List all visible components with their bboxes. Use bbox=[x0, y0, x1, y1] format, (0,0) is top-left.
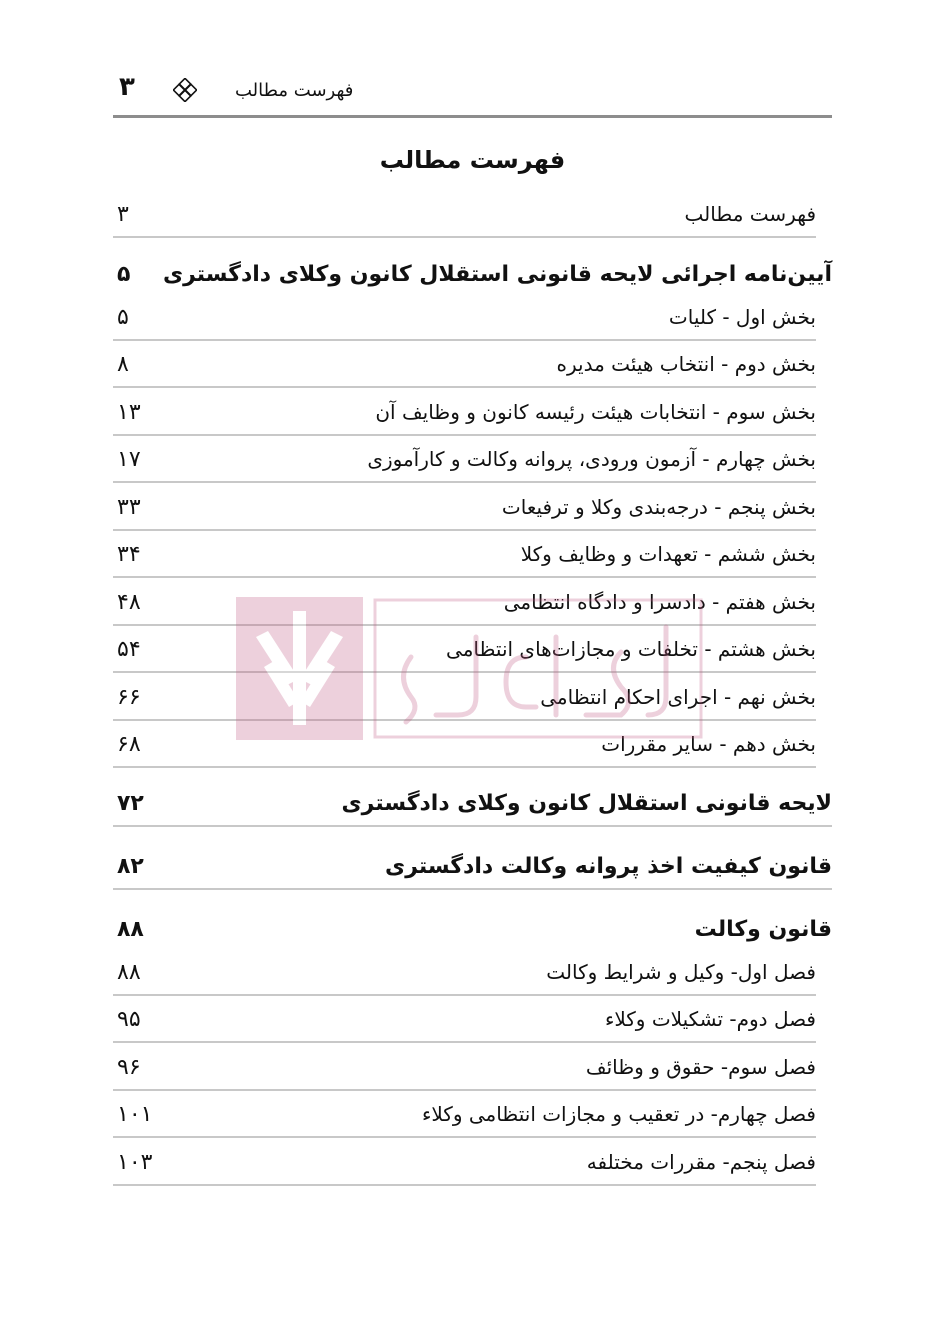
toc-entry-title: بخش ششم - تعهدات و وظایف وکلا bbox=[520, 542, 816, 566]
toc-entry[interactable] bbox=[113, 722, 816, 768]
toc-entry-page: ۳۳ bbox=[117, 494, 141, 520]
toc-entry[interactable] bbox=[113, 627, 816, 673]
toc-entry[interactable] bbox=[113, 1092, 816, 1138]
toc-entry-page: ۶۶ bbox=[117, 684, 141, 710]
toc-entry-page: ۵۴ bbox=[117, 636, 141, 662]
toc-entry-title: قانون کیفیت اخذ پروانه وکالت دادگستری bbox=[385, 853, 832, 879]
toc-entry-page: ۸ bbox=[117, 351, 129, 377]
header-page-number: ۳ bbox=[119, 72, 135, 102]
toc-entry[interactable] bbox=[113, 675, 816, 721]
toc-entry[interactable] bbox=[113, 485, 816, 531]
toc-entry-title: بخش دهم - سایر مقررات bbox=[601, 732, 816, 756]
toc-entry[interactable] bbox=[113, 950, 816, 996]
toc-entry[interactable] bbox=[113, 295, 816, 341]
toc-entry[interactable] bbox=[113, 390, 816, 436]
toc-entry[interactable] bbox=[113, 437, 816, 483]
toc-entry-page: ۸۲ bbox=[117, 853, 144, 879]
toc-entry[interactable] bbox=[113, 192, 816, 238]
toc-section-heading[interactable] bbox=[113, 906, 832, 952]
toc-entry-title: فهرست مطالب bbox=[684, 202, 816, 226]
toc-entry-page: ۳ bbox=[117, 201, 129, 227]
toc-entry-title: قانون وکالت bbox=[694, 916, 832, 942]
toc-entry[interactable] bbox=[113, 1140, 816, 1186]
toc-entry[interactable] bbox=[113, 1045, 816, 1091]
toc-entry-page: ۹۵ bbox=[117, 1006, 141, 1032]
toc-entry-title: بخش نهم - اجرای احکام انتظامی bbox=[540, 685, 816, 709]
toc-entry-page: ۸۸ bbox=[117, 916, 144, 942]
toc-entry-title: فصل اول- وکیل و شرایط وکالت bbox=[546, 960, 816, 984]
page-title: فهرست مطالب bbox=[379, 146, 566, 174]
toc-entry[interactable] bbox=[113, 342, 816, 388]
toc-entry-title: آیین‌نامه اجرائی لایحه قانونی استقلال کانون وکلای دادگستری bbox=[162, 261, 832, 287]
toc-entry-title: بخش هفتم - دادسرا و دادگاه انتظامی bbox=[503, 590, 816, 614]
toc-entry-title: بخش سوم - انتخابات هیئت رئیسه کانون و وظایف آن bbox=[375, 400, 816, 424]
toc-entry-title: فصل دوم- تشکیلات وکلاء bbox=[604, 1007, 816, 1031]
toc-entry-title: بخش اول - کلیات bbox=[668, 305, 816, 329]
toc-entry-title: بخش هشتم - تخلفات و مجازات‌های انتظامی bbox=[446, 637, 816, 661]
toc-entry-page: ۵ bbox=[117, 261, 131, 287]
toc-section-heading[interactable] bbox=[113, 844, 832, 890]
toc-entry-page: ۱۰۳ bbox=[117, 1149, 153, 1175]
toc-entry-page: ۶۸ bbox=[117, 731, 141, 757]
toc-entry-page: ۵ bbox=[117, 304, 129, 330]
toc-entry-title: بخش پنجم - درجه‌بندی وکلا و ترفیعات bbox=[501, 495, 816, 519]
toc-entry-title: بخش دوم - انتخاب هیئت مدیره bbox=[556, 352, 816, 376]
toc-entry-title: بخش چهارم - آزمون ورودی، پروانه وکالت و کارآموزی bbox=[367, 447, 816, 471]
toc-entry[interactable] bbox=[113, 997, 816, 1043]
toc-entry[interactable] bbox=[113, 532, 816, 578]
toc-entry[interactable] bbox=[113, 580, 816, 626]
toc-entry-title: فصل پنجم- مقررات مختلفه bbox=[586, 1150, 816, 1174]
header-title: فهرست مطالب bbox=[235, 80, 354, 101]
toc-entry-page: ۱۰۱ bbox=[117, 1101, 153, 1127]
toc-entry-page: ۹۶ bbox=[117, 1054, 141, 1080]
toc-entry-title: لایحه قانونی استقلال کانون وکلای دادگستری bbox=[341, 790, 832, 816]
toc-entry-page: ۸۸ bbox=[117, 959, 141, 985]
toc-entry-page: ۱۳ bbox=[117, 399, 141, 425]
toc-entry-page: ۴۸ bbox=[117, 589, 141, 615]
toc-section-heading[interactable] bbox=[113, 251, 832, 297]
toc-section-heading[interactable] bbox=[113, 781, 832, 827]
toc-entry-page: ۳۴ bbox=[117, 541, 141, 567]
toc-entry-page: ۷۲ bbox=[117, 790, 144, 816]
toc-entry-page: ۱۷ bbox=[117, 446, 141, 472]
toc-entry-title: فصل سوم- حقوق و وظائف bbox=[585, 1055, 816, 1079]
toc-entry-title: فصل چهارم- در تعقیب و مجازات انتظامی وکلاء bbox=[421, 1102, 816, 1126]
